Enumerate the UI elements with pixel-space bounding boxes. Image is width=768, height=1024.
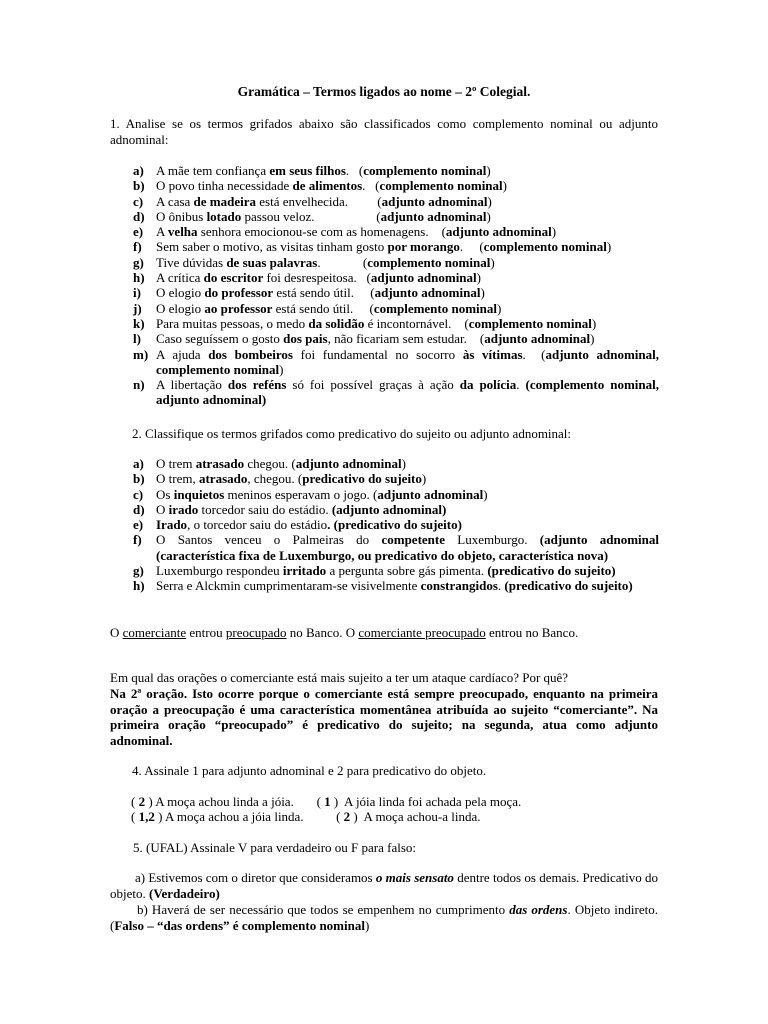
item-fragment: O povo tinha necessidade xyxy=(156,178,293,194)
item-text xyxy=(156,255,659,270)
item-fragment: A crítica xyxy=(156,270,204,286)
item-text xyxy=(156,502,659,517)
q5-prompt: 5. (UFAL) Assinale V para verdadeiro ou F para falso: xyxy=(133,840,417,855)
q1-item xyxy=(133,163,659,178)
item-fragment: . ( xyxy=(345,163,364,178)
item-fragment: ) xyxy=(487,193,492,209)
item-fragment: Tive dúvidas xyxy=(156,254,227,270)
item-term: do escritor xyxy=(203,270,264,286)
q1-prompt: 1. Analise se os termos grifados abaixo são classificados como complemento nominal ou adjunto adnominal: xyxy=(110,116,658,147)
q5-answer: Falso – “das ordens” é complemento nominal xyxy=(114,917,365,933)
item-fragment: . xyxy=(497,578,505,594)
item-term: às vítimas xyxy=(462,346,523,362)
item-fragment: A libertação xyxy=(156,377,228,393)
item-text xyxy=(156,316,659,331)
item-fragment: O elogio xyxy=(156,300,205,316)
item-text xyxy=(156,239,659,254)
item-text xyxy=(156,331,659,346)
item-label: b) xyxy=(133,178,145,194)
item-text xyxy=(156,178,659,193)
q4-row-1: ( 2 ) A moça achou linda a jóia. ( 1 ) A jóia linda foi achada pela moça. xyxy=(131,794,522,809)
q1-item xyxy=(133,346,663,378)
item-fragment: ) xyxy=(591,315,597,331)
q4-answer: 1,2 xyxy=(138,809,155,824)
q1-item xyxy=(133,285,659,300)
q5-term: das ordens xyxy=(509,902,568,917)
item-fragment: foi fundamental no socorro xyxy=(292,346,463,362)
q1-item xyxy=(133,255,659,270)
item-answer: (complemento nominal, adjunto adnominal) xyxy=(156,377,666,408)
item-label: n) xyxy=(133,377,145,393)
item-fragment: . ( xyxy=(459,239,484,255)
item-label: c) xyxy=(133,193,144,209)
q4-answer: 1 xyxy=(324,794,331,809)
item-fragment: , o torcedor saiu do estádio xyxy=(187,517,328,533)
item-term: dos bombeiros xyxy=(208,346,293,362)
q1-item xyxy=(133,239,659,254)
item-label: h) xyxy=(133,578,145,594)
item-term: ao professor xyxy=(204,300,273,316)
q5-term: o mais sensato xyxy=(375,870,454,885)
item-label: g) xyxy=(133,254,144,270)
item-fragment: ) xyxy=(476,270,481,286)
item-text xyxy=(156,194,659,209)
item-fragment: chegou. ( xyxy=(244,456,296,471)
q2-item xyxy=(133,517,659,532)
item-fragment: . ( xyxy=(362,178,380,194)
item-fragment: passou veloz. ( xyxy=(241,208,381,224)
q1-item xyxy=(133,331,659,346)
item-label: a) xyxy=(133,456,144,471)
item-term: irado xyxy=(168,501,199,517)
item-answer: complemento nominal xyxy=(373,300,498,316)
item-fragment: ) xyxy=(483,486,488,502)
item-label: k) xyxy=(133,315,145,331)
item-label: d) xyxy=(133,501,145,517)
item-term: inquietos xyxy=(173,486,225,502)
item-fragment: A mãe tem confiança xyxy=(156,163,270,178)
item-fragment: ) xyxy=(480,285,485,301)
item-fragment: a pergunta sobre gás pimenta. xyxy=(326,563,488,579)
item-label: j) xyxy=(133,300,142,316)
item-fragment: O trem xyxy=(156,456,196,471)
item-fragment: torcedor saiu do estádio. xyxy=(198,501,332,517)
item-answer: adjunto adnominal xyxy=(370,270,477,286)
q2-item xyxy=(133,532,663,563)
item-fragment: ) xyxy=(606,239,612,255)
item-label: a) xyxy=(133,163,144,178)
item-answer: complemento nominal xyxy=(367,254,491,270)
q1-item xyxy=(133,316,659,331)
item-label: b) xyxy=(133,471,145,487)
item-label: f) xyxy=(133,532,142,548)
item-fragment: é incontornável. ( xyxy=(364,315,469,331)
q2-prompt: 2. Classifique os termos grifados como predicativo do sujeito ou adjunto adnominal: xyxy=(132,426,572,441)
item-fragment: Serra e Alckmin cumprimentaram-se visivelmente xyxy=(156,578,421,594)
item-label: g) xyxy=(133,563,144,579)
item-term: irritado xyxy=(282,563,327,579)
item-fragment: . ( xyxy=(522,346,546,362)
item-label: e) xyxy=(133,224,144,240)
item-answer: predicativo do sujeito xyxy=(302,471,422,487)
q3-underlined-term: comerciante xyxy=(122,625,187,640)
q1-item xyxy=(133,224,659,239)
item-answer: complemento nominal xyxy=(468,315,592,331)
item-fragment: ) xyxy=(421,471,427,487)
q1-item xyxy=(133,377,666,408)
item-fragment: A xyxy=(156,224,168,240)
q3-answer: Na 2ª oração. Isto ocorre porque o comerciante está sempre preocupado, enquanto na primeira oração a preocupação é uma característica momentânea atribuída ao sujeito “comerciante”. Na primeira oração “preocupado” é predicativo do sujeito; na segunda, atua como adjunto adnominal. xyxy=(110,686,658,748)
q3-underlined-term: comerciante preocupado xyxy=(358,625,486,640)
q4-prompt: 4. Assinale 1 para adjunto adnominal e 2 para predicativo do objeto. xyxy=(132,763,487,778)
item-label: f) xyxy=(133,239,142,255)
item-answer: adjunto adnominal xyxy=(445,224,552,240)
item-fragment: ) xyxy=(401,456,406,471)
item-answer: adjunto adnominal xyxy=(484,331,591,347)
item-term: constrangidos xyxy=(420,578,498,594)
item-answer: (adjunto adnominal (característica fixa de Luxemburgo, ou predicativo do objeto, característica nova) xyxy=(156,532,663,563)
item-term: dos reféns xyxy=(227,377,287,393)
item-term: velha xyxy=(167,224,198,240)
item-fragment: A ajuda xyxy=(156,346,209,362)
item-fragment: Os xyxy=(156,486,174,502)
q1-item xyxy=(133,209,659,224)
item-fragment: A casa xyxy=(156,193,194,209)
item-fragment: está envelhecida. ( xyxy=(256,193,382,209)
item-fragment: O Santos venceu o Palmeiras do xyxy=(156,532,382,548)
item-text xyxy=(156,578,659,593)
item-answer: adjunto adnominal xyxy=(381,193,488,209)
item-term: de alimentos xyxy=(292,178,363,194)
q1-item xyxy=(133,194,659,209)
item-label: i) xyxy=(133,285,141,301)
item-answer: complemento nominal xyxy=(379,178,503,194)
item-term: de madeira xyxy=(193,193,257,209)
item-fragment: O trem, xyxy=(156,471,199,487)
item-fragment: . xyxy=(516,377,526,393)
item-fragment: ) xyxy=(502,178,507,194)
item-fragment: senhora emocionou-se com as homenagens. ( xyxy=(197,224,446,240)
item-fragment: Luxemburgo. xyxy=(445,532,540,548)
item-fragment: O ônibus xyxy=(156,208,207,224)
item-term: de suas palavras xyxy=(226,254,318,270)
item-answer: adjunto adnominal xyxy=(374,285,481,301)
item-fragment: , não ficariam sem estudar. ( xyxy=(327,331,485,347)
q3-statement: O comerciante entrou preocupado no Banco. O comerciante preocupado entrou no Banco. xyxy=(110,625,579,640)
item-fragment: O xyxy=(156,501,169,517)
item-label: e) xyxy=(133,517,144,533)
q4-answer: 2 xyxy=(343,809,351,824)
q2-item xyxy=(133,578,659,593)
item-answer: adjunto adnominal xyxy=(377,486,484,502)
item-text xyxy=(156,563,659,578)
item-fragment: ) xyxy=(490,254,495,270)
item-term: por morango xyxy=(387,239,460,255)
item-fragment: ) xyxy=(590,331,595,347)
item-fragment: , chegou. ( xyxy=(247,471,303,487)
item-text xyxy=(156,532,663,563)
item-fragment: O elogio xyxy=(156,285,205,301)
q2-item xyxy=(133,487,659,502)
q5-item-b: b) Haverá de ser necessário que todos se empenhem no cumprimento das ordens. Objeto indireto. (Falso – “das ordens” é complemento nominal) xyxy=(110,902,658,933)
item-term: em seus filhos xyxy=(269,163,346,178)
item-term: da solidão xyxy=(308,315,365,331)
item-term: Irado xyxy=(156,517,188,533)
item-fragment: ) xyxy=(279,361,284,377)
item-fragment: está sendo útil. ( xyxy=(273,285,375,301)
q5-answer: (Verdadeiro) xyxy=(149,885,220,901)
item-fragment: está sendo útil. ( xyxy=(272,300,374,316)
item-term: competente xyxy=(381,532,445,548)
item-label: c) xyxy=(133,486,144,502)
item-fragment: . ( xyxy=(317,254,368,270)
item-term: dos pais xyxy=(283,331,328,347)
item-text xyxy=(156,224,659,239)
q5-item-a: a) Estivemos com o diretor que consideramos o mais sensato dentre todos os demais. Predicativo do objeto. (Verdadeiro) xyxy=(110,870,658,901)
item-answer: adjunto adnominal xyxy=(380,208,487,224)
item-term: atrasado xyxy=(198,471,248,487)
item-fragment: ) xyxy=(497,300,502,316)
item-fragment: Sem saber o motivo, as visitas tinham gosto xyxy=(156,239,388,255)
item-term: do professor xyxy=(204,285,274,301)
q2-list xyxy=(133,456,663,594)
q1-item xyxy=(133,301,659,316)
item-label: d) xyxy=(133,208,145,224)
item-text xyxy=(156,285,659,300)
item-answer: complemento nominal xyxy=(363,163,487,178)
item-answer: (predicativo do sujeito) xyxy=(504,578,633,594)
item-term: lotado xyxy=(206,208,242,224)
item-answer: . (predicativo do sujeito) xyxy=(327,517,462,533)
item-fragment: ) xyxy=(551,224,557,240)
page-title: Gramática – Termos ligados ao nome – 2º Colegial. xyxy=(237,84,531,99)
item-text xyxy=(156,456,659,471)
item-text xyxy=(156,471,659,486)
item-text xyxy=(156,270,659,285)
item-fragment: foi desrespeitosa. ( xyxy=(263,270,371,286)
item-fragment: ) xyxy=(486,208,491,224)
item-fragment: meninos esperavam o jogo. ( xyxy=(224,486,378,502)
item-text xyxy=(156,163,659,178)
item-label: h) xyxy=(133,270,145,286)
item-text xyxy=(156,301,659,316)
q3-underlined-term: preocupado xyxy=(225,625,287,640)
item-fragment: Para muitas pessoas, o medo xyxy=(156,315,309,331)
item-text xyxy=(156,487,659,502)
item-answer: (adjunto adnominal) xyxy=(331,501,447,517)
item-answer: complemento nominal xyxy=(483,239,607,255)
item-text xyxy=(156,377,666,408)
q2-item xyxy=(133,456,659,471)
item-term: atrasado xyxy=(195,456,245,471)
item-text xyxy=(156,209,659,224)
q2-item xyxy=(133,563,659,578)
item-fragment: Luxemburgo respondeu xyxy=(156,563,283,579)
item-term: da polícia xyxy=(459,377,517,393)
item-text xyxy=(156,346,663,378)
item-fragment: só foi possível graças à ação xyxy=(286,377,460,393)
q4-answer: 2 xyxy=(138,794,146,809)
item-text xyxy=(156,517,659,532)
q1-item xyxy=(133,270,659,285)
item-label: m) xyxy=(133,346,149,362)
q4-row-2: ( 1,2 ) A moça achou a jóia linda. ( 2 ) A moça achou-a linda. xyxy=(131,809,481,824)
q1-item xyxy=(133,178,659,193)
q2-item xyxy=(133,502,659,517)
item-fragment: Caso seguíssem o gosto xyxy=(156,331,284,347)
q2-item xyxy=(133,471,659,486)
q1-list xyxy=(133,163,666,408)
item-answer: adjunto adnominal xyxy=(295,456,402,471)
item-fragment: ) xyxy=(486,163,491,178)
item-answer: (predicativo do sujeito) xyxy=(487,563,616,579)
q3-question: Em qual das orações o comerciante está mais sujeito a ter um ataque cardíaco? Por quê? xyxy=(110,670,569,685)
item-label: l) xyxy=(133,331,141,347)
item-answer: adjunto adnominal, complemento nominal xyxy=(156,346,663,377)
